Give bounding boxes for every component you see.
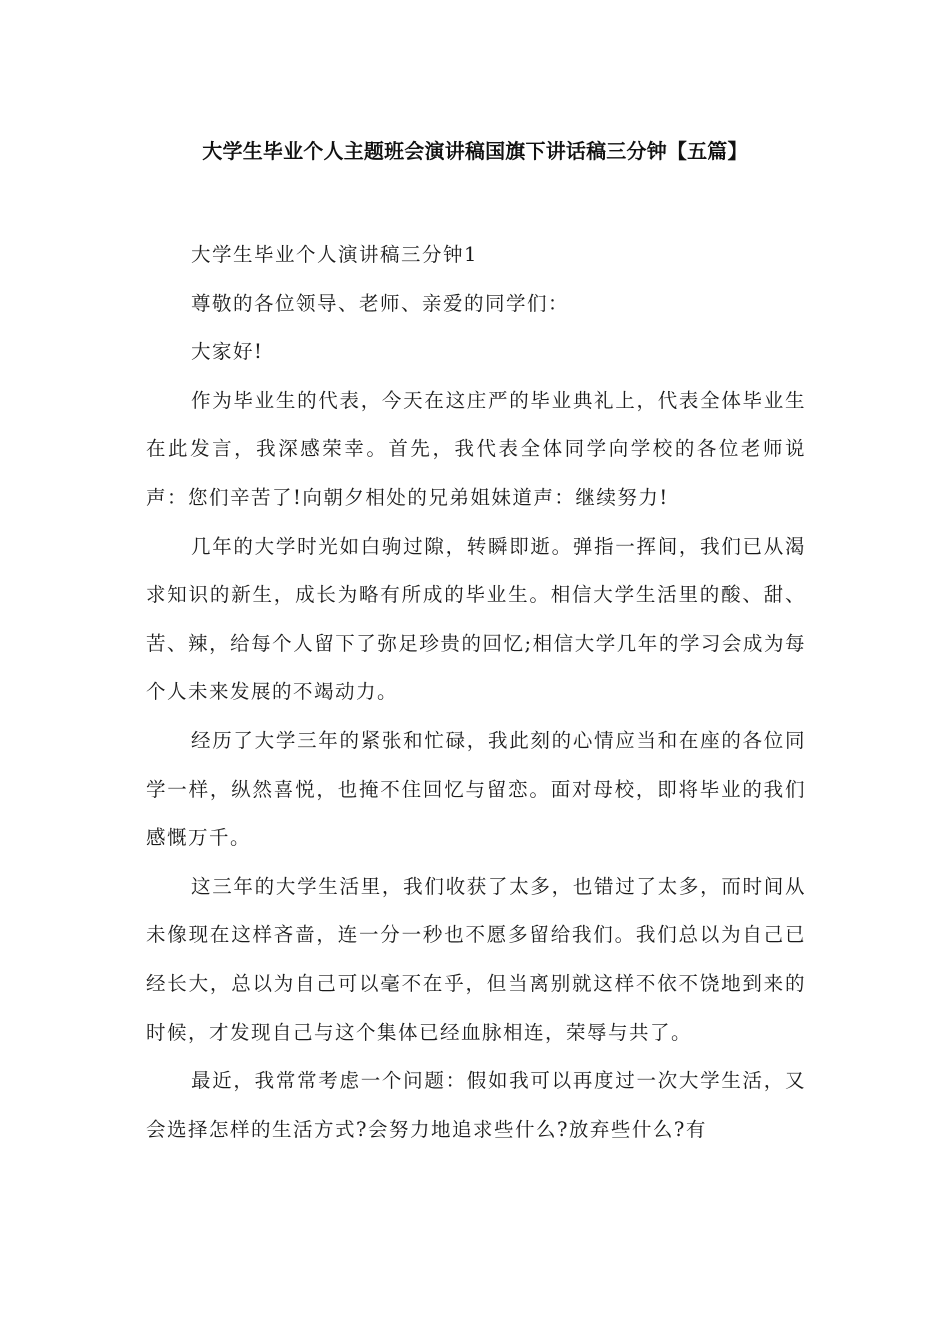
body-paragraph: 作为毕业生的代表，今天在这庄严的毕业典礼上，代表全体毕业生在此发言，我深感荣幸。首先，我代表全体同学向学校的各位老师说声：您们辛苦了!向朝夕相处的兄弟姐妹道声：继续努力! [146, 388, 806, 509]
body-paragraph: 最近，我常常考虑一个问题：假如我可以再度过一次大学生活，又会选择怎样的生活方式?会努力地追求些什么?放弃些什么?有 [146, 1069, 806, 1141]
greeting: 大家好! [191, 340, 264, 364]
body-paragraph: 几年的大学时光如白驹过隙，转瞬即逝。弹指一挥间，我们已从渴求知识的新生，成长为略有所成的毕业生。相信大学生活里的酸、甜、苦、辣，给每个人留下了弥足珍贵的回忆;相信大学几年的学习会成为每个人未来发展的不竭动力。 [146, 534, 806, 704]
document-title: 大学生毕业个人主题班会演讲稿国旗下讲话稿三分钟【五篇】 [202, 139, 748, 163]
body-paragraph: 经历了大学三年的紧张和忙碌，我此刻的心情应当和在座的各位同学一样，纵然喜悦，也掩不住回忆与留恋。面对母校，即将毕业的我们感慨万千。 [146, 728, 806, 850]
salutation: 尊敬的各位领导、老师、亲爱的同学们： [191, 291, 570, 315]
body-paragraph: 这三年的大学生活里，我们收获了太多，也错过了太多，而时间从未像现在这样吝啬，连一分一秒也不愿多留给我们。我们总以为自己已经长大，总以为自己可以毫不在乎，但当离别就这样不依不饶地到来的时候，才发现自己与这个集体已经血脉相连，荣辱与共了。 [146, 874, 806, 1044]
document-body [146, 231, 806, 1154]
speech-heading: 大学生毕业个人演讲稿三分钟1 [191, 243, 478, 266]
